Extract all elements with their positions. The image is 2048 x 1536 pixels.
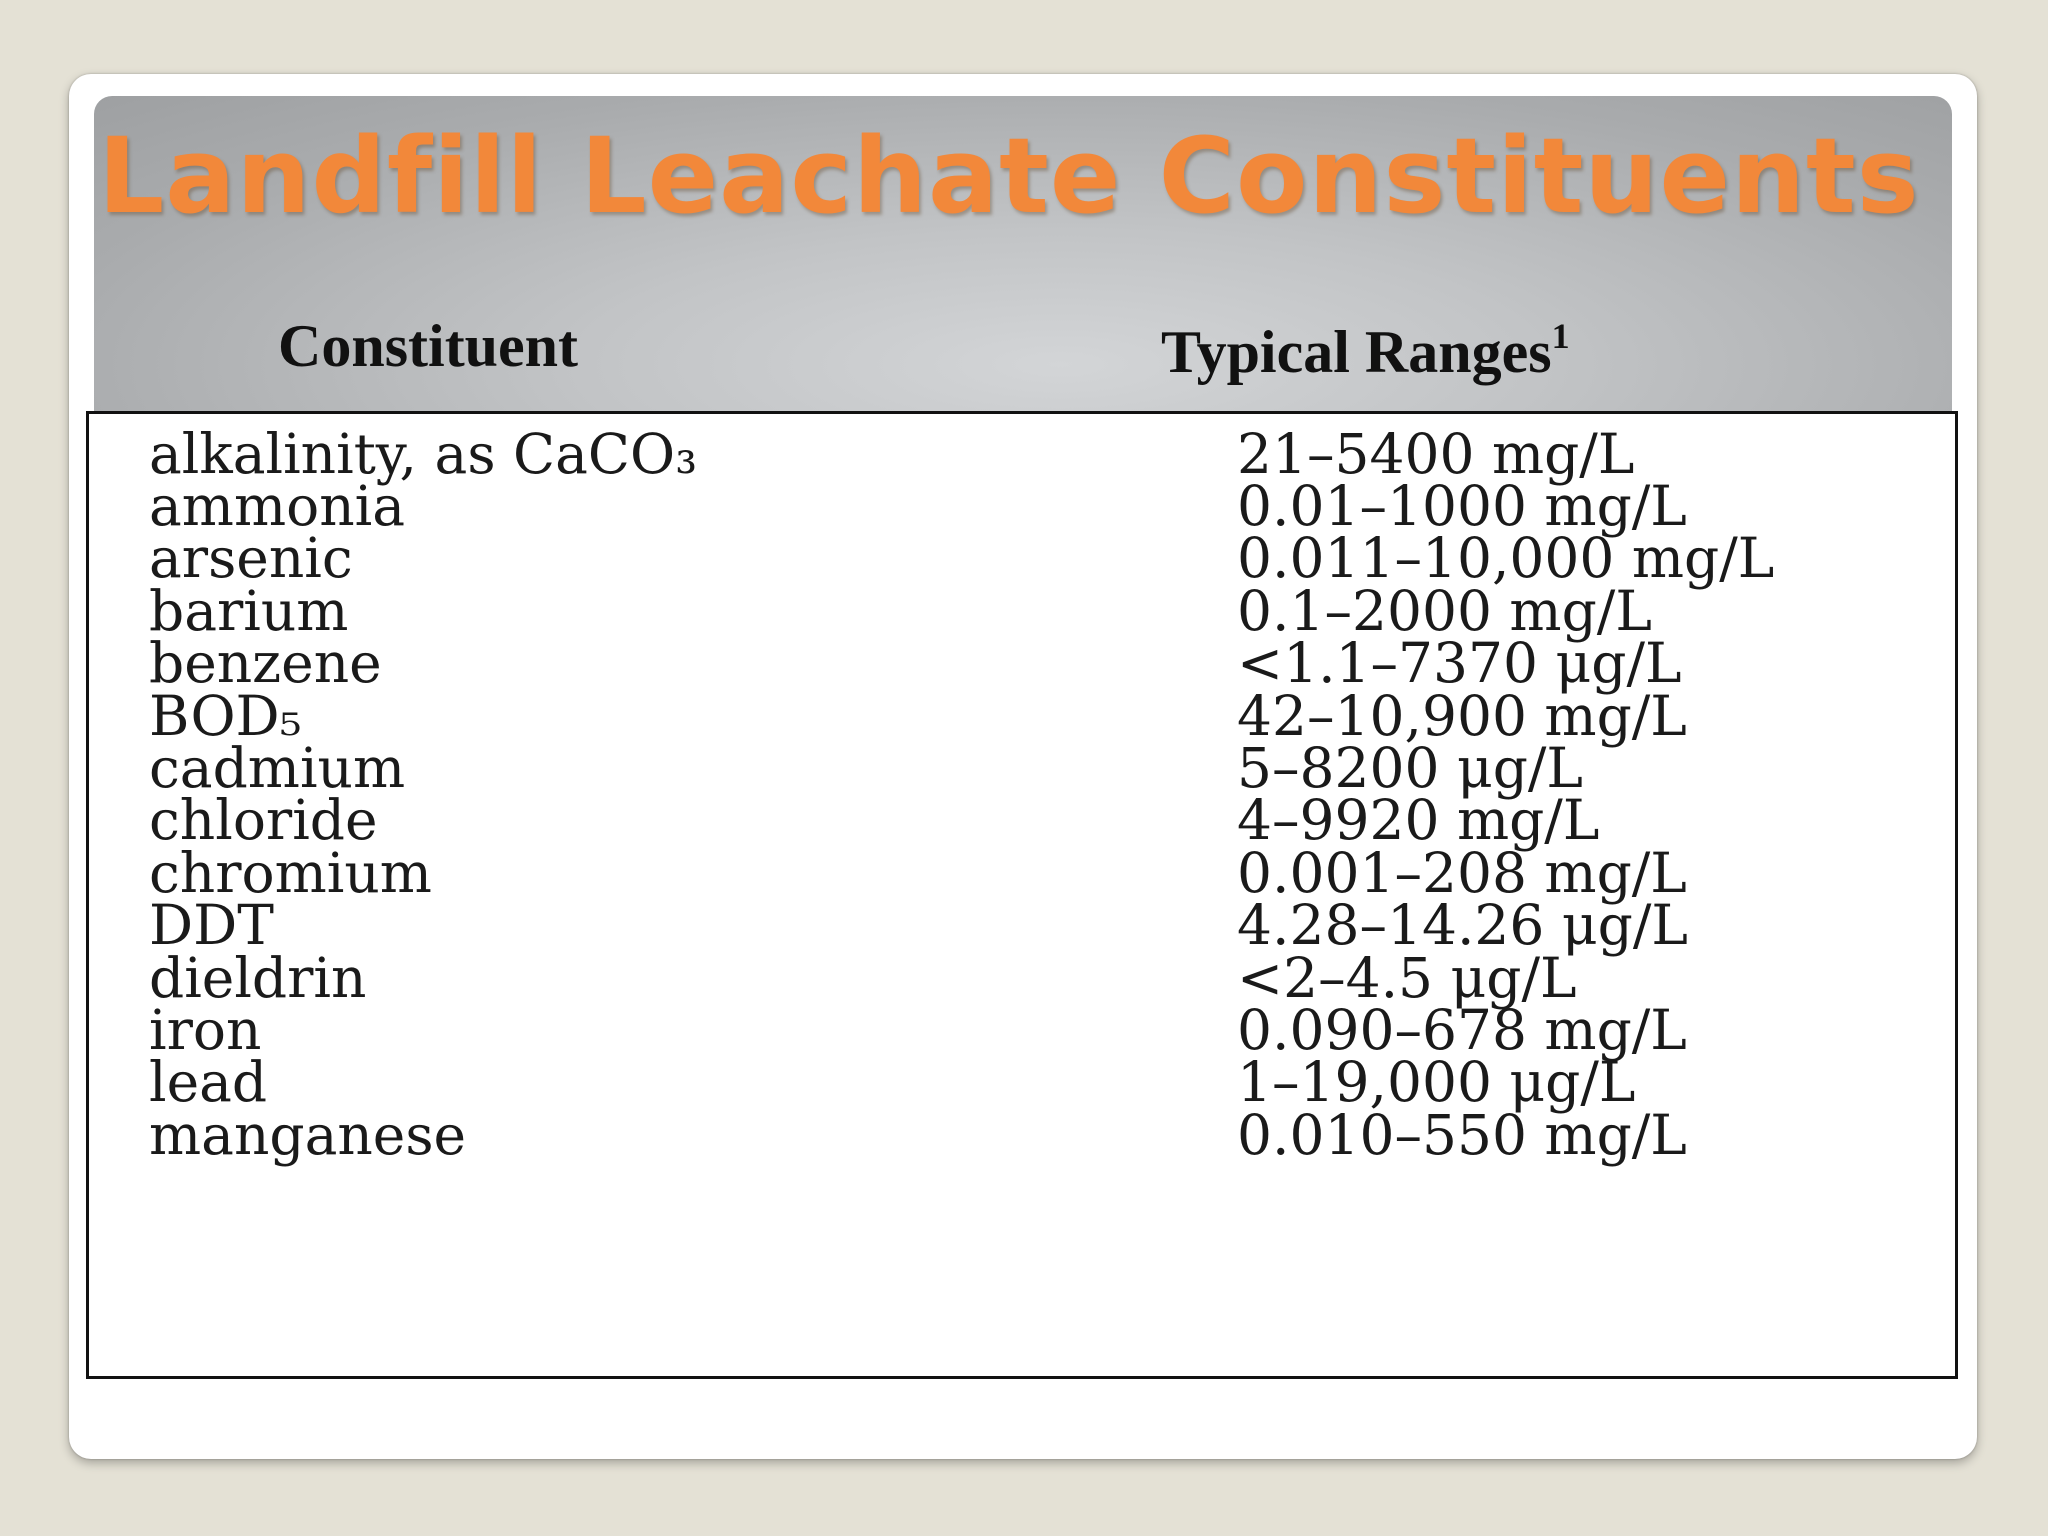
constituent-name: ammonia — [149, 474, 406, 538]
footnote-marker: 1 — [1551, 316, 1570, 356]
constituent-name: chromium — [149, 841, 432, 905]
typical-range: <2–4.5 μg/L — [1237, 946, 1577, 1010]
column-header-constituent: Constituent — [278, 313, 579, 379]
constituent-name: cadmium — [149, 736, 406, 800]
constituent-name: iron — [149, 998, 262, 1062]
typical-range: <1.1–7370 μg/L — [1237, 631, 1682, 695]
typical-range: 0.090–678 mg/L — [1237, 998, 1687, 1062]
typical-range: 42–10,900 mg/L — [1237, 684, 1687, 748]
typical-range: 0.010–550 mg/L — [1237, 1103, 1687, 1167]
constituent-name: barium — [149, 579, 349, 643]
constituent-name: lead — [149, 1050, 268, 1114]
typical-range: 0.01–1000 mg/L — [1237, 474, 1687, 538]
typical-range: 0.011–10,000 mg/L — [1237, 526, 1775, 590]
constituent-name: DDT — [149, 893, 274, 957]
table-row — [89, 1101, 1955, 1169]
constituent-name: alkalinity, as CaCO₃ — [149, 422, 698, 486]
constituents-table — [86, 411, 1958, 1379]
typical-ranges-label: Typical Ranges — [1161, 319, 1552, 385]
constituent-name: chloride — [149, 788, 378, 852]
typical-range: 0.1–2000 mg/L — [1237, 579, 1652, 643]
typical-range: 5–8200 μg/L — [1237, 736, 1583, 800]
typical-range: 4–9920 mg/L — [1237, 788, 1600, 852]
column-header-typical-ranges — [1161, 317, 1570, 395]
constituent-name: BOD₅ — [149, 684, 302, 748]
constituent-name: arsenic — [149, 526, 353, 590]
constituent-name: manganese — [149, 1103, 467, 1167]
typical-range: 0.001–208 mg/L — [1237, 841, 1687, 905]
constituent-name: benzene — [149, 631, 382, 695]
slide-title: Landfill Leachate Constituents — [98, 115, 1920, 237]
typical-range: 1–19,000 μg/L — [1237, 1050, 1636, 1114]
constituent-name: dieldrin — [149, 946, 367, 1010]
typical-range: 21–5400 mg/L — [1237, 422, 1635, 486]
typical-range: 4.28–14.26 μg/L — [1237, 893, 1688, 957]
